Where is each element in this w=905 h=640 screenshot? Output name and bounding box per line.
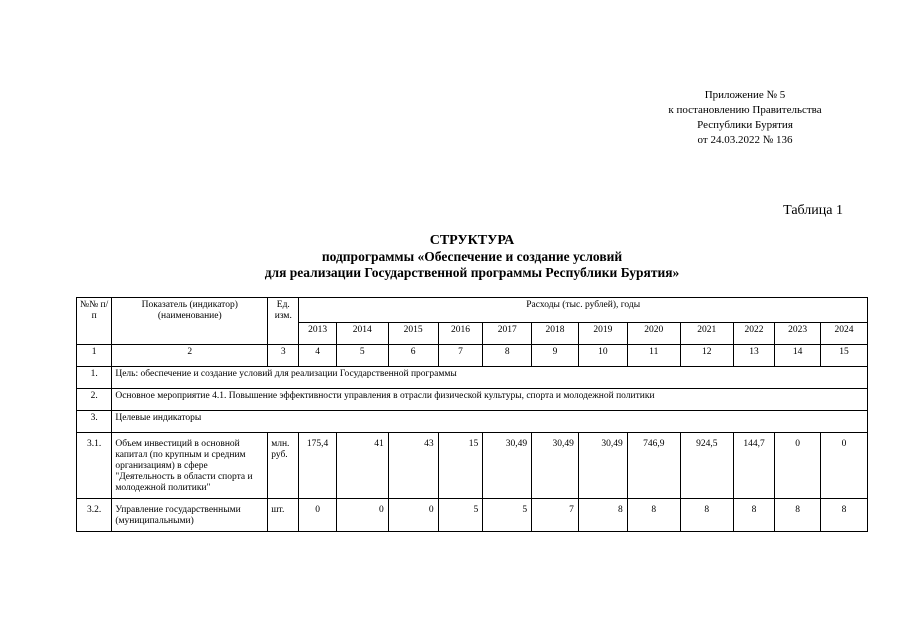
- row-name: Управление государственными (муниципальными): [112, 499, 268, 532]
- column-number-row: [77, 345, 868, 367]
- value-cell: 0: [388, 499, 438, 532]
- value-cell: 8: [821, 499, 868, 532]
- row-num: 3.2.: [77, 499, 112, 532]
- title-line-1: СТРУКТУРА: [429, 233, 515, 248]
- year-cell: 2018: [532, 323, 579, 345]
- value-cell: 30,49: [578, 433, 627, 499]
- value-cell: 43: [388, 433, 438, 499]
- appendix-line-3: Республики Бурятия: [697, 119, 793, 131]
- header-unit: Ед. изм.: [268, 298, 299, 345]
- year-cell: 2019: [578, 323, 627, 345]
- appendix-line-1: Приложение № 5: [704, 89, 786, 101]
- row-unit: шт.: [268, 499, 299, 532]
- column-number-cell: 5: [336, 345, 388, 367]
- section-row: [77, 389, 868, 411]
- value-cell: 0: [336, 499, 388, 532]
- title-line-2: подпрограммы «Обеспечение и создание условий: [321, 249, 623, 264]
- year-cell: 2022: [733, 323, 775, 345]
- column-number-cell: 7: [438, 345, 483, 367]
- appendix-block: [640, 88, 850, 148]
- value-cell: 8: [733, 499, 775, 532]
- column-number-cell: 10: [578, 345, 627, 367]
- header-expenses: Расходы (тыс. рублей), годы: [299, 298, 868, 323]
- value-cell: 924,5: [680, 433, 733, 499]
- value-cell: 0: [775, 433, 821, 499]
- section-text: Цель: обеспечение и создание условий для реализации Государственной программы: [112, 367, 868, 389]
- value-cell: 746,9: [627, 433, 680, 499]
- structure-table: [76, 297, 868, 532]
- year-cell: 2024: [821, 323, 868, 345]
- year-cell: 2015: [388, 323, 438, 345]
- column-number-cell: 12: [680, 345, 733, 367]
- value-cell: 8: [680, 499, 733, 532]
- appendix-line-2: к постановлению Правительства: [668, 104, 822, 116]
- year-cell: 2021: [680, 323, 733, 345]
- value-cell: 0: [821, 433, 868, 499]
- year-cell: 2013: [299, 323, 336, 345]
- row-name: Объем инвестиций в основной капитал (по крупным и средним организациям) в сфере "Деятельность в области спорта и молодежной политики": [112, 433, 268, 499]
- year-cell: 2020: [627, 323, 680, 345]
- header-num: №№ п/п: [77, 298, 112, 345]
- value-cell: 41: [336, 433, 388, 499]
- column-number-cell: 15: [821, 345, 868, 367]
- value-cell: 144,7: [733, 433, 775, 499]
- value-cell: 15: [438, 433, 483, 499]
- value-cell: 30,49: [532, 433, 579, 499]
- year-cell: 2017: [483, 323, 532, 345]
- year-cell: 2023: [775, 323, 821, 345]
- year-cell: 2014: [336, 323, 388, 345]
- value-cell: 5: [438, 499, 483, 532]
- column-number-cell: 1: [77, 345, 112, 367]
- year-cell: 2016: [438, 323, 483, 345]
- value-cell: 0: [299, 499, 336, 532]
- section-text: Основное мероприятие 4.1. Повышение эффективности управления в отрасли физической культуры, спорта и молодежной политики: [112, 389, 868, 411]
- column-number-cell: 6: [388, 345, 438, 367]
- value-cell: 8: [627, 499, 680, 532]
- column-number-cell: 11: [627, 345, 680, 367]
- column-number-cell: 4: [299, 345, 336, 367]
- header-indicator: Показатель (индикатор) (наименование): [112, 298, 268, 345]
- value-cell: 5: [483, 499, 532, 532]
- section-row: [77, 411, 868, 433]
- column-number-cell: 14: [775, 345, 821, 367]
- column-number-cell: 3: [268, 345, 299, 367]
- row-unit: млн. руб.: [268, 433, 299, 499]
- column-number-cell: 2: [112, 345, 268, 367]
- section-text: Целевые индикаторы: [112, 411, 868, 433]
- column-number-cell: 8: [483, 345, 532, 367]
- table-label: Таблица 1: [783, 203, 843, 218]
- value-cell: 7: [532, 499, 579, 532]
- value-cell: 8: [775, 499, 821, 532]
- table-row: [77, 499, 868, 532]
- header-row: [77, 298, 868, 323]
- column-number-cell: 13: [733, 345, 775, 367]
- value-cell: 8: [578, 499, 627, 532]
- section-num: 1.: [77, 367, 112, 389]
- value-cell: 30,49: [483, 433, 532, 499]
- section-num: 2.: [77, 389, 112, 411]
- row-num: 3.1.: [77, 433, 112, 499]
- section-num: 3.: [77, 411, 112, 433]
- title-line-3: для реализации Государственной программы Республики Бурятия»: [264, 265, 680, 280]
- value-cell: 175,4: [299, 433, 336, 499]
- appendix-line-4: от 24.03.2022 № 136: [697, 134, 793, 146]
- column-number-cell: 9: [532, 345, 579, 367]
- document-title: [76, 233, 868, 281]
- section-row: [77, 367, 868, 389]
- table-row: [77, 433, 868, 499]
